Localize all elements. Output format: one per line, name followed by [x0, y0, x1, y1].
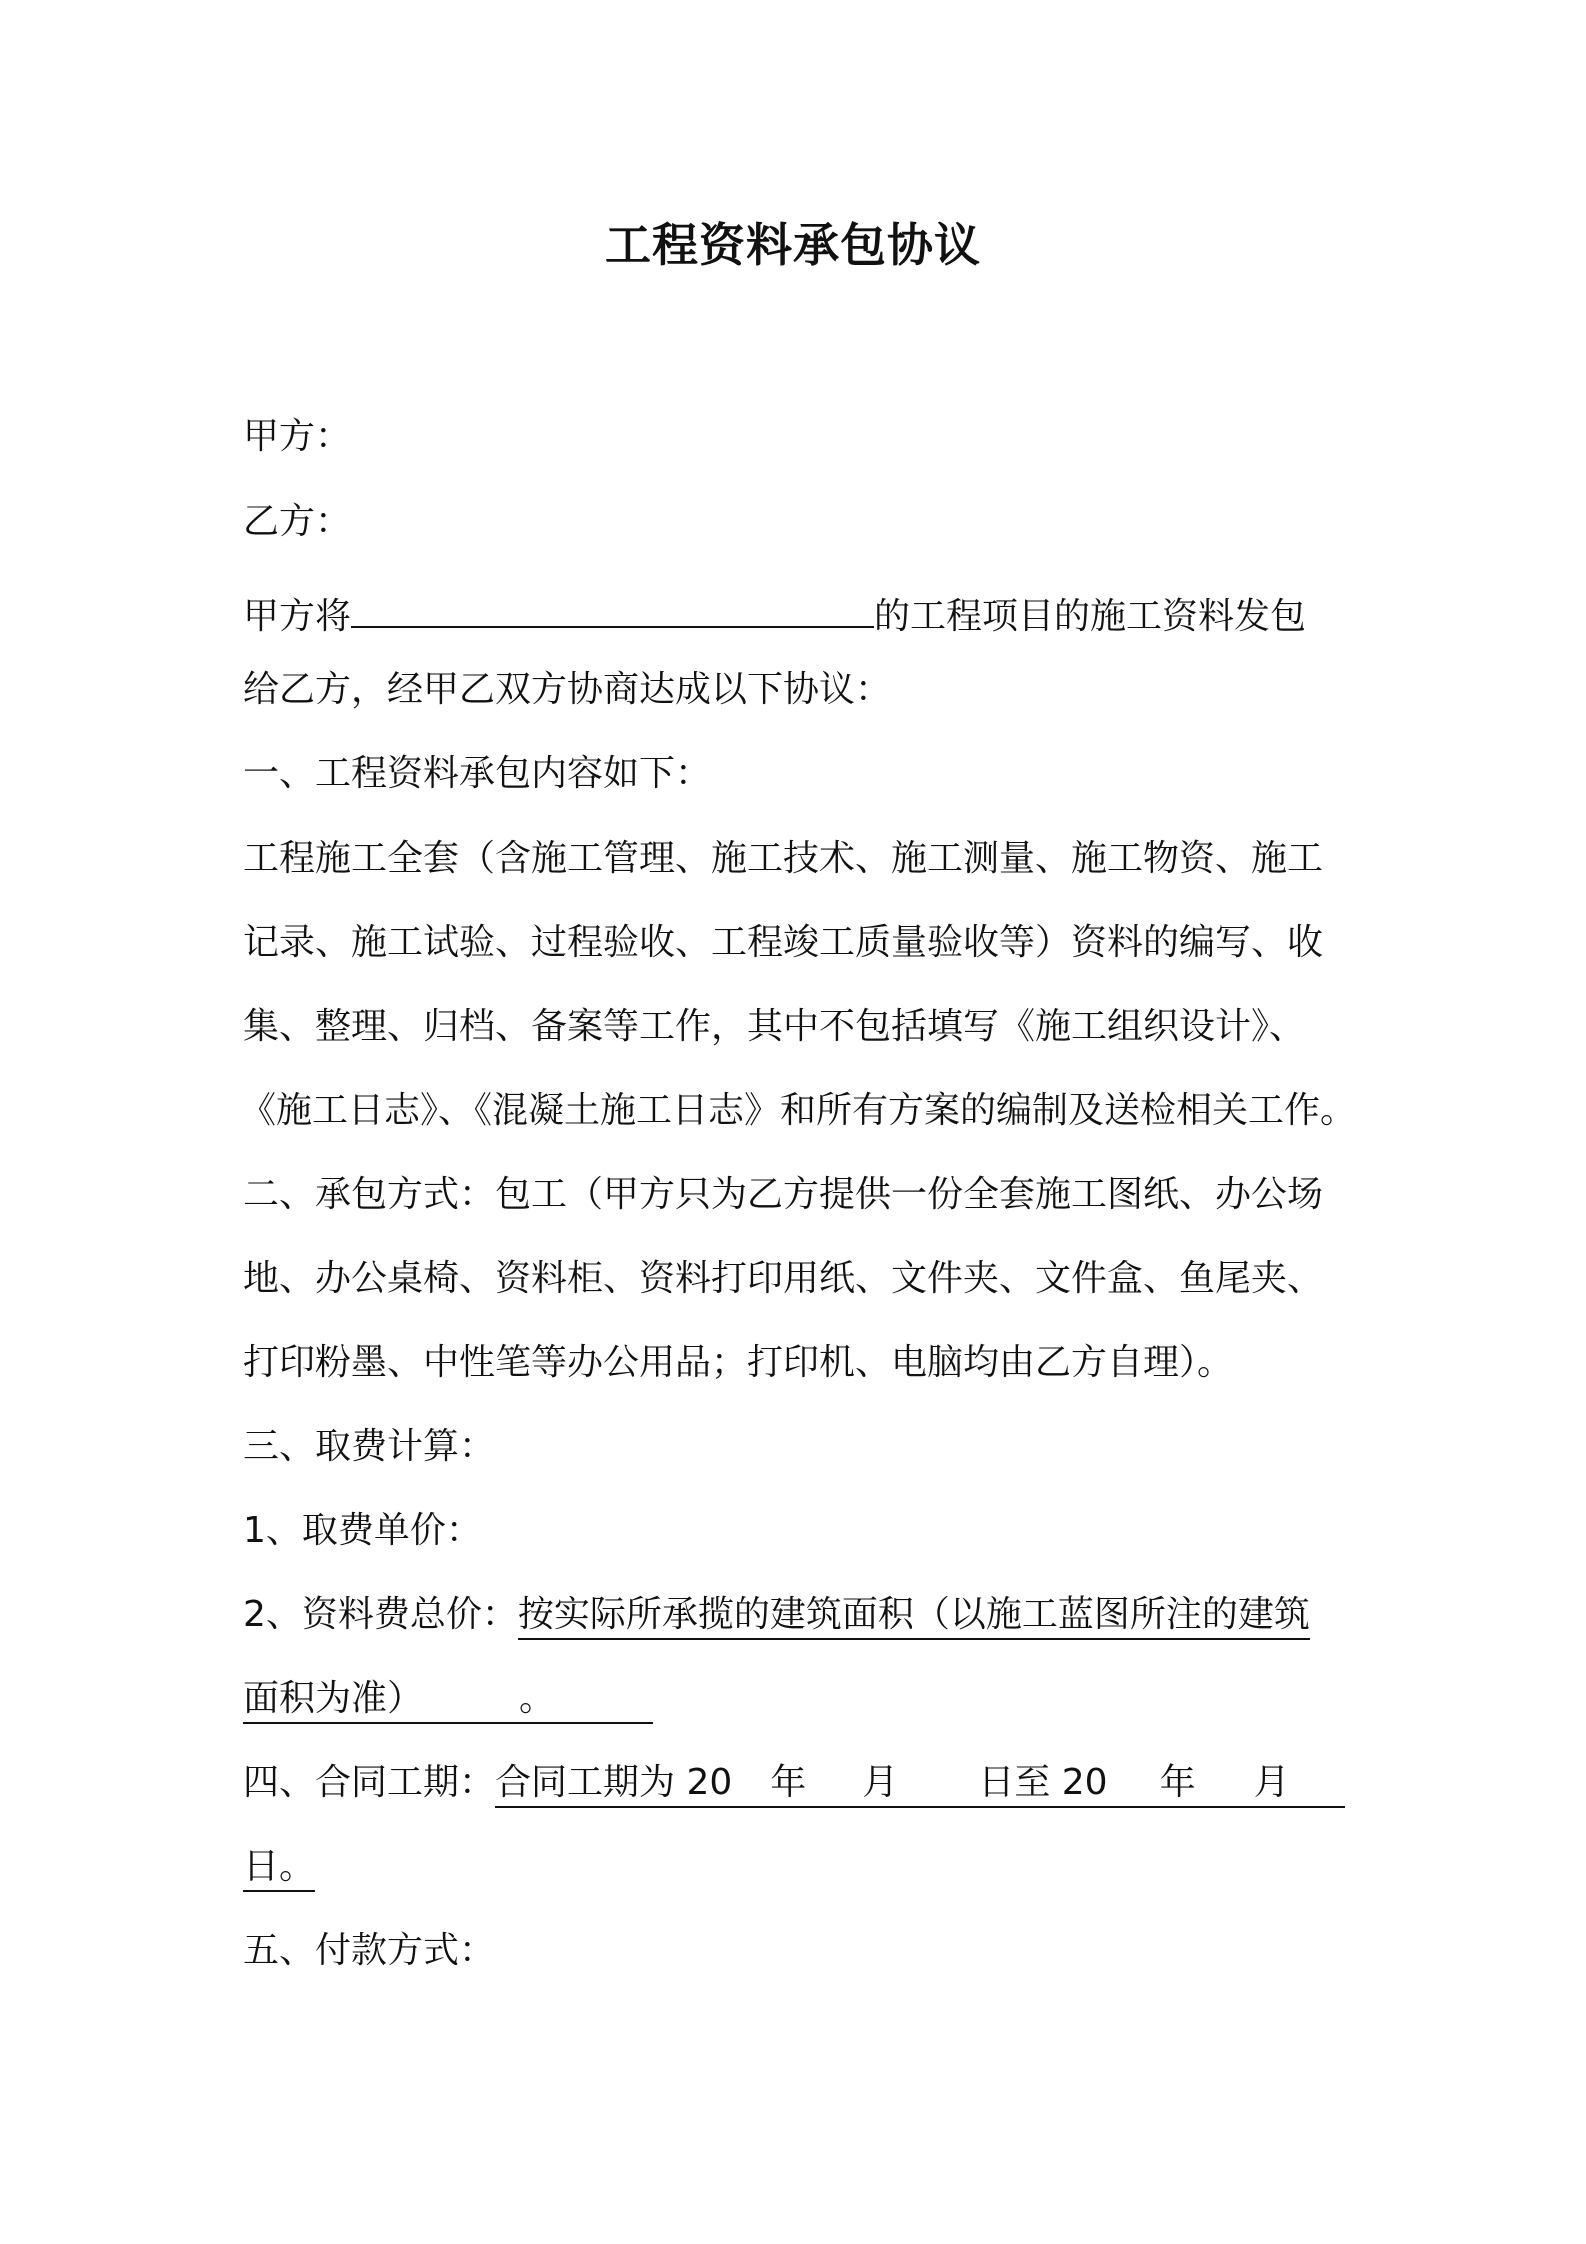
fee-total-text: 按实际所承揽的建筑面积（以施工蓝图所注的建筑 — [518, 1592, 1310, 1640]
fee-total-label: 2、资料费总价： — [243, 1594, 518, 1635]
section2-line: 二、承包方式：包工（甲方只为乙方提供一份全套施工图纸、办公场 — [243, 1174, 1324, 1215]
period-year-2: 年 — [1159, 1762, 1196, 1803]
period-end-day: 日。 — [243, 1844, 315, 1892]
project-name-blank — [351, 580, 874, 628]
section2-line: 打印粉墨、中性笔等办公用品；打印机、电脑均由乙方自理）。 — [243, 1342, 1234, 1383]
intro-prefix: 甲方将 — [243, 596, 352, 637]
intro-suffix: 的工程项目的施工资料发包 — [874, 596, 1307, 637]
period-start: 合同工期为 20 — [495, 1762, 733, 1803]
section1-line: 《施工日志》、《混凝土施工日志》和所有方案的编制及送检相关工作。 — [240, 1090, 1357, 1131]
section5-heading: 五、付款方式： — [243, 1930, 496, 1971]
document-title: 工程资料承包协议 — [605, 218, 981, 272]
section3-heading: 三、取费计算： — [243, 1426, 496, 1467]
section2-line: 地、办公桌椅、资料柜、资料打印用纸、文件夹、文件盒、鱼尾夹、 — [243, 1258, 1324, 1299]
period-month-2: 月 — [1253, 1762, 1290, 1803]
period-to: 日至 20 — [978, 1762, 1108, 1803]
contract-period-line-1 — [243, 1758, 1345, 1808]
party-b-label: 乙方： — [243, 501, 352, 542]
section1-line: 记录、施工试验、过程验收、工程竣工质量验收等）资料的编写、收 — [243, 922, 1324, 963]
contract-period-line-2 — [243, 1842, 315, 1892]
contract-period-label: 四、合同工期： — [243, 1762, 496, 1803]
fee-total-area-note: 面积为准） — [243, 1678, 424, 1719]
fee-total-line-2 — [243, 1674, 653, 1724]
intro-line-1 — [243, 580, 1306, 642]
intro-line-2: 给乙方，经甲乙双方协商达成以下协议： — [243, 669, 892, 710]
section1-line: 工程施工全套（含施工管理、施工技术、施工测量、施工物资、施工 — [243, 838, 1324, 879]
fee-total-end: 。 — [519, 1678, 556, 1719]
party-a-label: 甲方： — [243, 416, 352, 457]
section1-line: 集、整理、归档、备案等工作，其中不包括填写《施工组织设计》、 — [243, 1006, 1306, 1047]
fee-unit-price: 1、取费单价： — [243, 1510, 482, 1551]
section1-heading: 一、工程资料承包内容如下： — [243, 753, 712, 794]
period-year-1: 年 — [770, 1762, 807, 1803]
fee-total-line-1 — [243, 1590, 1310, 1640]
period-month-1: 月 — [862, 1762, 899, 1803]
fee-total-blank — [243, 1676, 653, 1724]
contract-period-blank — [495, 1760, 1345, 1808]
